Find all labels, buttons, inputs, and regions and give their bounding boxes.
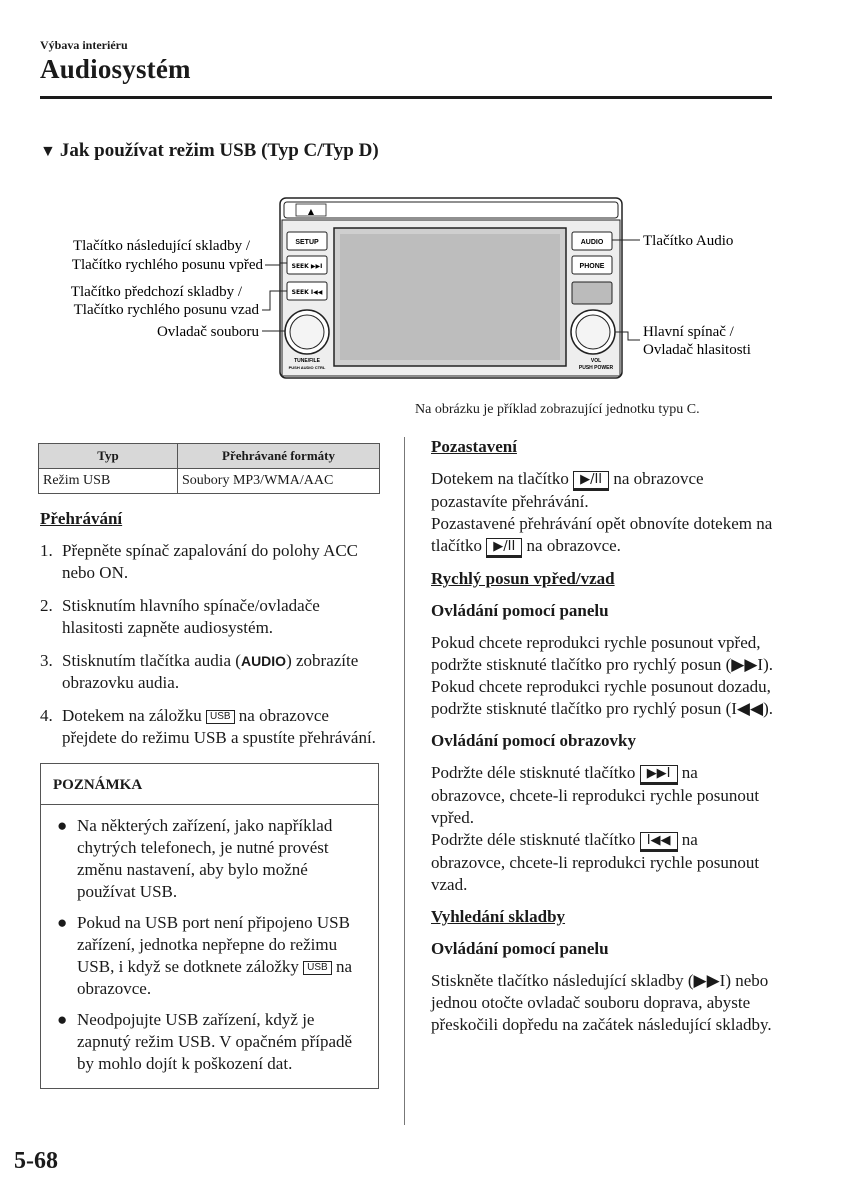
- list-item: [40, 540, 385, 584]
- step-text: Stisknutím hlavního spínače/ovladače hlasitosti zapněte audiosystém.: [62, 596, 320, 637]
- pause-title: Pozastavení: [431, 437, 517, 456]
- table-cell: Soubory MP3/WMA/AAC: [178, 469, 380, 494]
- note-text: na obrazovce.: [77, 957, 353, 998]
- phone-label: PHONE: [579, 263, 605, 270]
- callout-power-2: Ovladač hlasitosti: [643, 342, 751, 358]
- callout-prev-track-1: Tlačítko předchozí skladby /: [70, 284, 242, 300]
- play-pause-key: ▶/II: [486, 538, 522, 558]
- audio-label: AUDIO: [580, 239, 604, 246]
- pause-text: Pozastavené přehrávání opět obnovíte dotekem na tlačítko: [431, 514, 773, 555]
- step-text: Stisknutím tlačítka audia (: [62, 651, 241, 670]
- fast-title: Rychlý posun vpřed/vzad: [431, 569, 615, 588]
- blank-button: [572, 282, 612, 304]
- tune-label: TUNE/FILE: [294, 358, 320, 364]
- bullet-icon: ●: [57, 816, 68, 835]
- right-column: [431, 436, 776, 1046]
- step-number: 1.: [40, 541, 53, 560]
- note-text: Pokud na USB port není připojeno USB zařízení, jednotka nepřepne do režimu USB, i když se dotknete záložky: [77, 913, 350, 976]
- step-text: na obrazovce přejdete do režimu USB a spustíte přehrávání.: [62, 706, 376, 747]
- vol-label: VOL: [590, 358, 602, 364]
- pause-text: Dotekem na tlačítko: [431, 469, 574, 488]
- table-cell: Režim USB: [39, 469, 178, 494]
- rewind-key: I◀◀: [640, 832, 678, 852]
- callout-prev-track-2: Tlačítko rychlého posunu vzad: [73, 302, 259, 318]
- search-text: Stiskněte tlačítko následující skladby (▶▶I) nebo jednou otočte ovladač souboru doprava, abyste přeskočili dopředu na začátek následující skladby.: [431, 971, 772, 1034]
- usb-heading-text: Jak používat režim USB (Typ C/Typ D): [59, 140, 379, 161]
- title-rule: [40, 96, 772, 99]
- bullet-icon: ●: [57, 913, 68, 932]
- left-column: [40, 508, 385, 1089]
- fast-screen-title: Ovládání pomocí obrazovky: [431, 731, 636, 750]
- fast-panel-title: Ovládání pomocí panelu: [431, 601, 609, 620]
- playback-steps: [40, 540, 385, 749]
- pause-text: na obrazovce.: [522, 536, 621, 555]
- list-item: [55, 1009, 364, 1075]
- pause-paragraph: [431, 468, 776, 513]
- step-text: Přepněte spínač zapalování do polohy ACC nebo ON.: [62, 541, 359, 582]
- usb-tab-key: USB: [303, 961, 332, 975]
- vol-sublabel: PUSH POWER: [578, 365, 614, 371]
- playback-title: Přehrávání: [40, 509, 123, 528]
- note-title: POZNÁMKA: [41, 764, 378, 805]
- table-row: [39, 469, 380, 494]
- bullet-icon: ●: [57, 1010, 68, 1029]
- callout-next-track-2: Tlačítko rychlého posunu vpřed: [71, 257, 263, 273]
- note-text: Neodpojujte USB zařízení, když je zapnutý režim USB. V opačném případě by mohlo dojít k poškození dat.: [77, 1010, 353, 1073]
- note-box: [40, 763, 379, 1089]
- search-title: Vyhledání skladby: [431, 907, 566, 926]
- triangle-marker-icon: ▼: [40, 143, 56, 160]
- search-panel-title: Ovládání pomocí panelu: [431, 939, 609, 958]
- fast-text: na obrazovce, chcete-li reprodukci rychle posunout vpřed.: [431, 763, 760, 827]
- callout-audio-button: Tlačítko Audio: [643, 233, 734, 249]
- seek-next-label: SEEK ▶▶I: [291, 263, 323, 270]
- callout-power-1: Hlavní spínač /: [643, 324, 734, 340]
- usb-tab-key: USB: [206, 710, 235, 724]
- fast-screen-paragraph: [431, 829, 776, 896]
- page-number: 5-68: [14, 1148, 58, 1174]
- table-header-row: [39, 444, 380, 469]
- fast-panel-text: Pokud chcete reprodukci rychle posunout dozadu, podržte stisknuté tlačítko pro rychlý posun (I◀◀).: [431, 677, 773, 718]
- callout-next-track-1: Tlačítko následující skladby /: [72, 238, 250, 254]
- diagram-caption: Na obrázku je příklad zobrazující jednotku typu C.: [415, 402, 700, 417]
- column-divider: [404, 437, 405, 1125]
- tune-sublabel: PUSH AUDIO CTRL: [288, 365, 326, 370]
- fast-panel-text: Pokud chcete reprodukci rychle posunout vpřed, podržte stisknuté tlačítko pro rychlý posun (▶▶I).: [431, 633, 773, 674]
- callout-file-knob: Ovladač souboru: [156, 324, 259, 340]
- step-text: Dotekem na záložku: [62, 706, 206, 725]
- list-item: [40, 595, 385, 639]
- note-text: Na některých zařízení, jako například chytrých telefonech, je nutné provést změnu nastavení, aby bylo možné používat USB.: [77, 816, 333, 901]
- list-item: [55, 912, 364, 1000]
- fast-text: na obrazovce, chcete-li reprodukci rychle posunout vzad.: [431, 830, 760, 894]
- pause-text: na obrazovce pozastavíte přehrávání.: [431, 469, 704, 511]
- table-header-cell: Typ: [39, 444, 178, 469]
- seek-prev-label: SEEK I◀◀: [291, 289, 323, 296]
- play-pause-key: ▶/II: [573, 471, 609, 491]
- section-label: Výbava interiéru: [40, 38, 128, 52]
- list-item: [40, 650, 385, 694]
- eject-icon: ▲: [307, 207, 315, 216]
- fast-forward-key: ▶▶I: [640, 765, 678, 785]
- step-number: 2.: [40, 596, 53, 615]
- setup-label: SETUP: [295, 239, 319, 246]
- formats-table: [38, 443, 380, 494]
- table-header-cell: Přehrávané formáty: [178, 444, 380, 469]
- fast-screen-paragraph: [431, 762, 776, 829]
- pause-paragraph: [431, 513, 776, 558]
- step-text: ) zobrazíte obrazovku audia.: [62, 651, 359, 692]
- list-item: [55, 815, 364, 903]
- step-number: 4.: [40, 706, 53, 725]
- audio-key: AUDIO: [240, 653, 287, 669]
- usb-heading: [40, 140, 379, 162]
- note-list: [41, 805, 378, 1088]
- list-item: [40, 705, 385, 749]
- fast-text: Podržte déle stisknuté tlačítko: [431, 830, 640, 849]
- audio-unit-diagram: [0, 190, 845, 390]
- page-title: Audiosystém: [40, 54, 191, 84]
- step-number: 3.: [40, 651, 53, 670]
- fast-text: Podržte déle stisknuté tlačítko: [431, 763, 640, 782]
